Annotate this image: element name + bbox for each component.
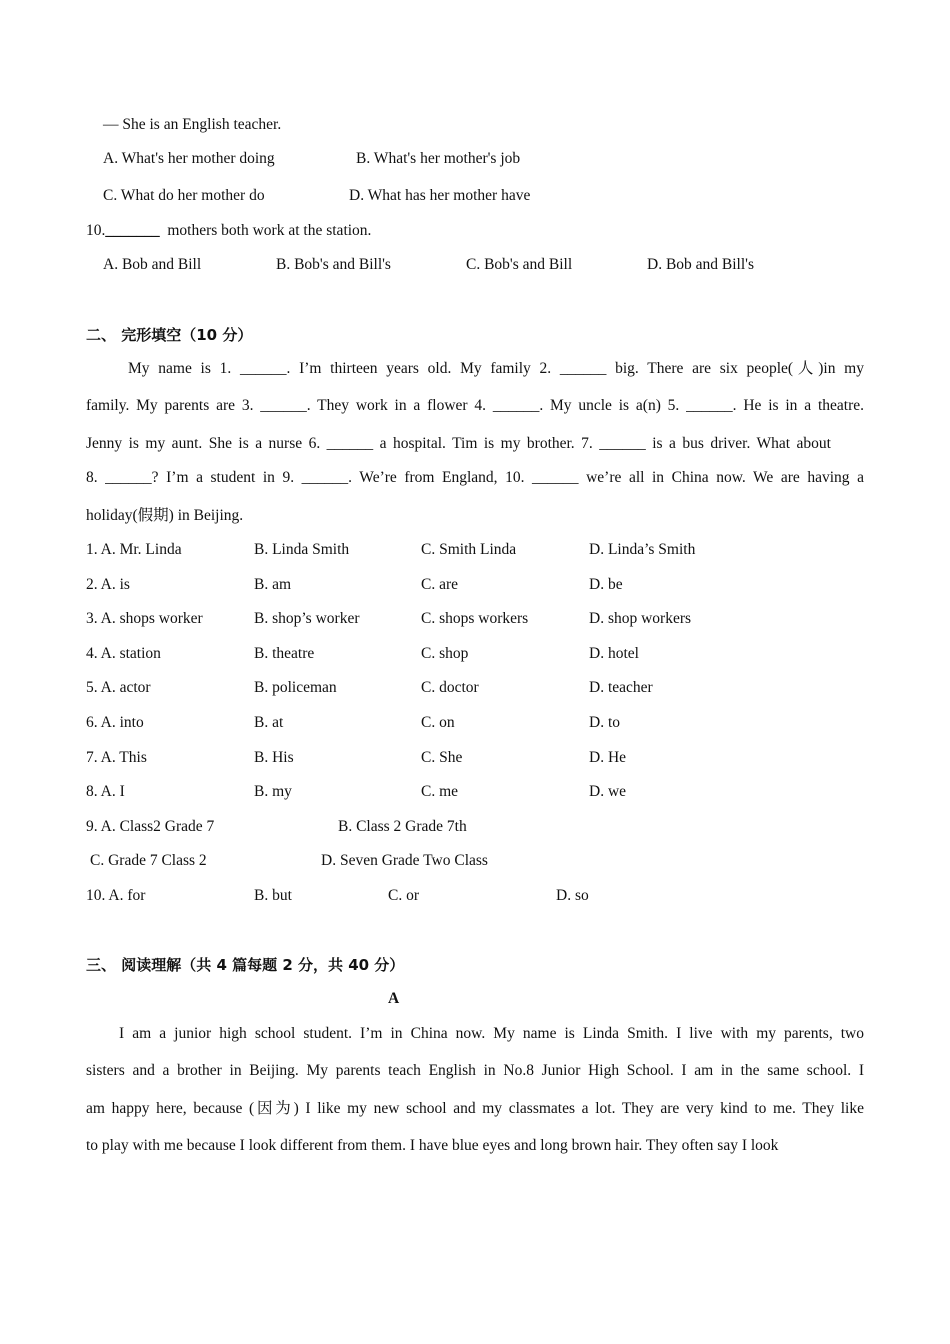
section2-heading: 二、 完形填空（10 分） <box>86 326 253 344</box>
cloze-option: B. policeman <box>254 679 337 696</box>
cloze-passage-line-5: holiday(假期) in Beijing. <box>86 507 244 524</box>
q10-option-c: C. Bob's and Bill <box>466 256 573 273</box>
cloze-q9-option-c: C. Grade 7 Class 2 <box>90 852 207 869</box>
cloze-q10-option-c: C. or <box>388 887 419 904</box>
q10-option-b: B. Bob's and Bill's <box>276 256 391 273</box>
cloze-option: 3. A. shops worker <box>86 610 203 627</box>
cloze-option: 2. A. is <box>86 576 130 593</box>
cloze-option: 8. A. I <box>86 783 125 800</box>
cloze-option: C. me <box>421 783 459 800</box>
cloze-option: 1. A. Mr. Linda <box>86 541 182 558</box>
cloze-option: B. Linda Smith <box>254 541 350 558</box>
q9-answer-line: — She is an English teacher. <box>103 116 282 133</box>
cloze-option: 7. A. This <box>86 749 147 766</box>
cloze-passage-line-2: family. My parents are 3. ______. They work in a flower 4. ______. My uncle is a(n) 5. ______. He is in a theatre. <box>86 397 864 414</box>
cloze-option: B. His <box>254 749 294 766</box>
cloze-q9-option-a: 9. A. Class2 Grade 7 <box>86 818 215 835</box>
q9-option-d: D. What has her mother have <box>349 187 531 204</box>
cloze-option: C. shop <box>421 645 469 662</box>
cloze-q10-option-b: B. but <box>254 887 292 904</box>
cloze-option: D. shop workers <box>589 610 692 627</box>
q10-option-d: D. Bob and Bill's <box>647 256 754 273</box>
cloze-option: C. Smith Linda <box>421 541 517 558</box>
q10-blank: _______ <box>105 222 160 239</box>
cloze-option: 4. A. station <box>86 645 161 662</box>
cloze-option: D. teacher <box>589 679 653 696</box>
q9-option-a: A. What's her mother doing <box>103 150 275 167</box>
cloze-option: B. at <box>254 714 284 731</box>
cloze-option: D. Linda’s Smith <box>589 541 696 558</box>
cloze-option: C. shops workers <box>421 610 529 627</box>
cloze-passage-line-4: 8. ______? I’m a student in 9. ______. We’re from England, 10. ______ we’re all in China now. We are having a <box>86 469 864 486</box>
reading-passage-line-2: sisters and a brother in Beijing. My parents teach English in No.8 Junior High School. I am in the same school. I <box>86 1062 864 1079</box>
cloze-passage-line-3: Jenny is my aunt. She is a nurse 6. ______ a hospital. Tim is my brother. 7. ______ is a bus driver. What about <box>86 435 831 452</box>
cloze-option: 5. A. actor <box>86 679 151 696</box>
cloze-option: D. we <box>589 783 627 800</box>
cloze-option: C. doctor <box>421 679 479 696</box>
cloze-option: D. hotel <box>589 645 639 662</box>
cloze-option: C. on <box>421 714 455 731</box>
cloze-q9-option-d: D. Seven Grade Two Class <box>321 852 488 869</box>
section3-heading: 三、 阅读理解（共 4 篇每题 2 分，共 40 分） <box>86 956 405 974</box>
passage-label: A <box>388 990 400 1007</box>
cloze-option: B. shop’s worker <box>254 610 360 627</box>
cloze-option: B. am <box>254 576 292 593</box>
cloze-q9-option-b: B. Class 2 Grade 7th <box>338 818 467 835</box>
q10-stem <box>86 221 371 241</box>
q10-stem-text: mothers both work at the station. <box>167 222 372 239</box>
reading-passage-line-1: I am a junior high school student. I’m in China now. My name is Linda Smith. I live with my parents, two <box>119 1025 864 1042</box>
cloze-option: D. be <box>589 576 623 593</box>
cloze-option: B. theatre <box>254 645 315 662</box>
cloze-q10-option-a: 10. A. for <box>86 887 146 904</box>
reading-passage-line-3: am happy here, because (因为) I like my new school and my classmates a lot. They are very kind to me. They like <box>86 1100 864 1117</box>
q10-number: 10. <box>86 222 106 239</box>
q10-option-a: A. Bob and Bill <box>103 256 202 273</box>
cloze-option: C. She <box>421 749 463 766</box>
cloze-option: D. to <box>589 714 620 731</box>
reading-passage-line-4: to play with me because I look different from them. I have blue eyes and long brown hair. They often say I look <box>86 1137 779 1154</box>
cloze-q10-option-d: D. so <box>556 887 589 904</box>
cloze-passage-line-1: My name is 1. ______. I’m thirteen years old. My family 2. ______ big. There are six people(人)in my <box>128 360 864 377</box>
cloze-option: C. are <box>421 576 459 593</box>
q9-option-b: B. What's her mother's job <box>356 150 521 167</box>
cloze-option: 6. A. into <box>86 714 144 731</box>
cloze-option: B. my <box>254 783 292 800</box>
cloze-option: D. He <box>589 749 627 766</box>
q9-option-c: C. What do her mother do <box>103 187 265 204</box>
